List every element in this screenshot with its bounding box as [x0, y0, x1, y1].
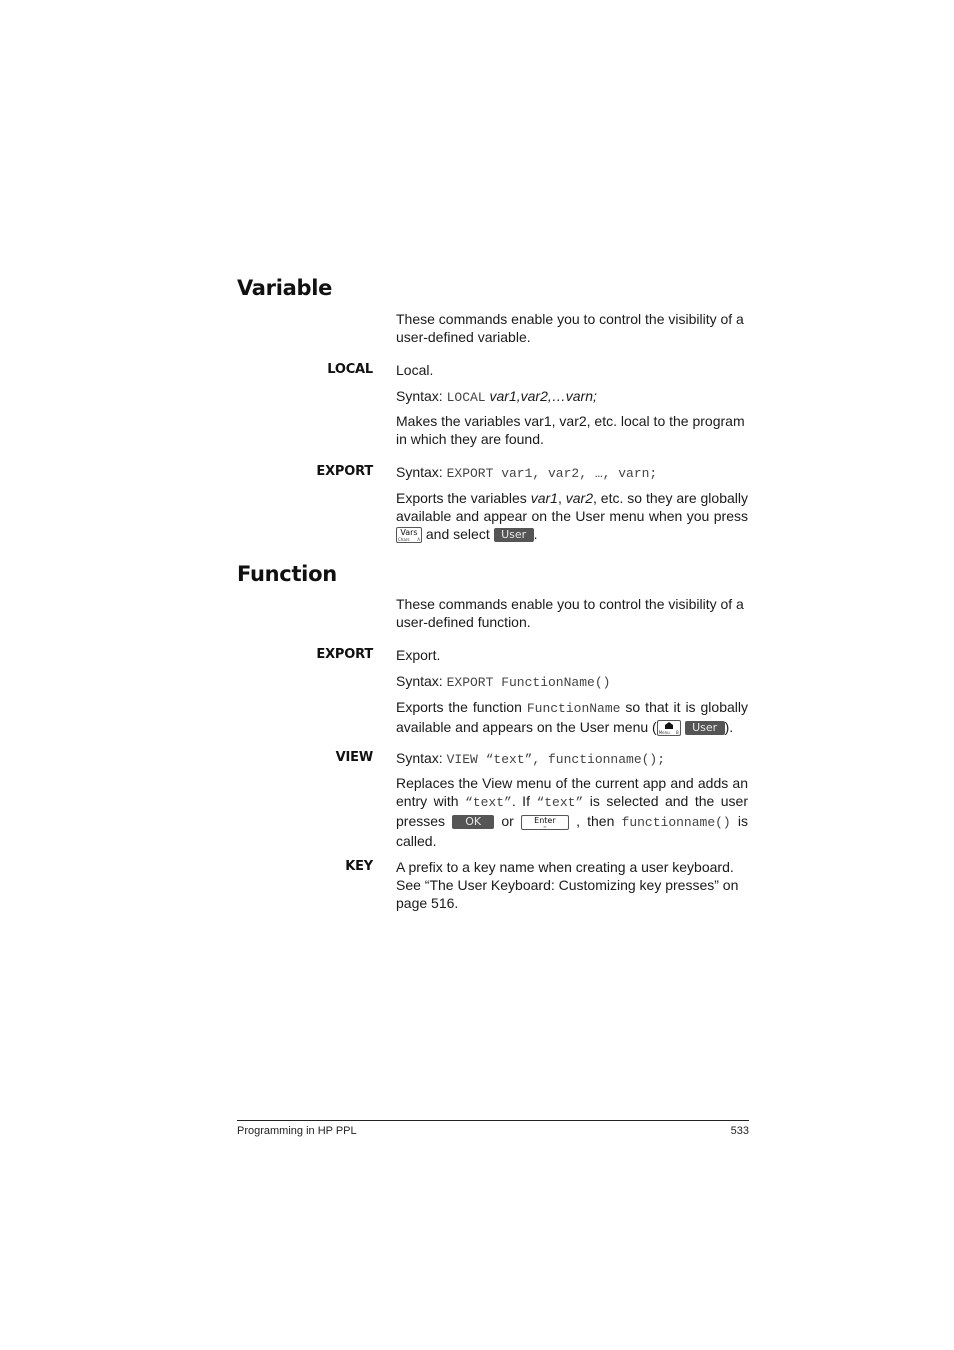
text-run: or: [494, 813, 521, 829]
syntax-label: Syntax:: [396, 464, 447, 480]
key-label: Vars: [400, 528, 418, 538]
enter-key-icon: [521, 815, 569, 830]
export-function-detail: [396, 698, 748, 736]
view-detail: [396, 774, 748, 850]
view-syntax: [396, 749, 748, 769]
text-run: , etc. so they are globally available and appear on the User menu when you press: [396, 490, 749, 524]
key-sublabels: [523, 824, 567, 829]
text-run: so that it is globally available and appears on the User menu (: [396, 699, 748, 735]
var-name: var1: [530, 490, 558, 506]
syntax-args: var1,var2,…varn;: [485, 388, 597, 404]
variable-intro: These commands enable you to control the visibility of a user-defined variable.: [396, 311, 744, 345]
syntax-code: LOCAL: [446, 390, 486, 405]
text-run: Exports the function: [396, 699, 527, 715]
text-run: .: [533, 526, 538, 542]
key-sublabels: [659, 730, 679, 735]
text-run: ,: [557, 490, 566, 506]
export-function-desc: Export.: [396, 647, 441, 663]
syntax-code: EXPORT FunctionName(): [446, 675, 611, 690]
syntax-code: VIEW “text”, functionname();: [446, 752, 666, 767]
footer-rule: [237, 1120, 749, 1121]
user-softkey-icon: User: [685, 721, 725, 735]
term-local: LOCAL: [327, 362, 373, 377]
var-name: var2: [565, 490, 593, 506]
term-export-variable: EXPORT: [316, 464, 373, 479]
export-variable-detail: [396, 489, 748, 543]
ok-softkey-icon: OK: [452, 815, 494, 829]
term-view: VIEW: [335, 750, 373, 765]
key-sublabels: [398, 537, 420, 542]
key-sublabel: Menu: [658, 730, 670, 736]
text-run: is called.: [396, 813, 748, 849]
code-run: FunctionName: [526, 701, 621, 716]
term-export-function: EXPORT: [316, 647, 373, 662]
vars-key-icon: [396, 527, 422, 543]
section-heading-variable: Variable: [237, 276, 333, 300]
text-run: , then: [568, 813, 622, 829]
local-detail: Makes the variables var1, var2, etc. local to the program in which they are found.: [396, 413, 745, 447]
export-variable-syntax: [396, 463, 748, 483]
text-run: . If: [511, 793, 537, 809]
text-run: Replaces the View menu of the current app and adds an entry with: [396, 775, 748, 809]
key-sublabel: Chars: [398, 537, 410, 543]
key-label: Enter: [534, 815, 556, 825]
section-heading-function: Function: [237, 562, 337, 586]
key-sublabel: A: [417, 537, 420, 543]
home-icon: [664, 722, 674, 729]
footer-chapter: Programming in HP PPL: [237, 1125, 357, 1137]
page-number: 533: [730, 1125, 749, 1137]
user-softkey-icon: User: [494, 528, 534, 542]
term-key: KEY: [345, 859, 373, 874]
syntax-label: Syntax:: [396, 673, 447, 689]
local-desc: Local.: [396, 362, 434, 378]
key-desc: A prefix to a key name when creating a user keyboard. See “The User Keyboard: Customizing key presses” on page 516.: [396, 859, 739, 911]
key-sublabel: ≈: [543, 823, 547, 829]
syntax-label: Syntax:: [396, 388, 447, 404]
code-run: “text”: [465, 795, 512, 810]
local-syntax: [396, 387, 748, 407]
function-intro: These commands enable you to control the visibility of a user-defined function.: [396, 596, 744, 630]
syntax-label: Syntax:: [396, 750, 447, 766]
menu-key-icon: [657, 720, 681, 736]
export-function-syntax: [396, 672, 748, 692]
key-sublabel: B: [675, 730, 679, 736]
code-run: “text”: [536, 795, 584, 810]
text-run: is selected and the user presses: [396, 793, 748, 829]
text-run: and select: [422, 526, 494, 542]
text-run: Exports the variables: [396, 490, 531, 506]
text-run: ).: [724, 719, 734, 735]
code-run: functionname(): [621, 815, 731, 830]
syntax-code: EXPORT var1, var2, …, varn;: [446, 466, 658, 481]
